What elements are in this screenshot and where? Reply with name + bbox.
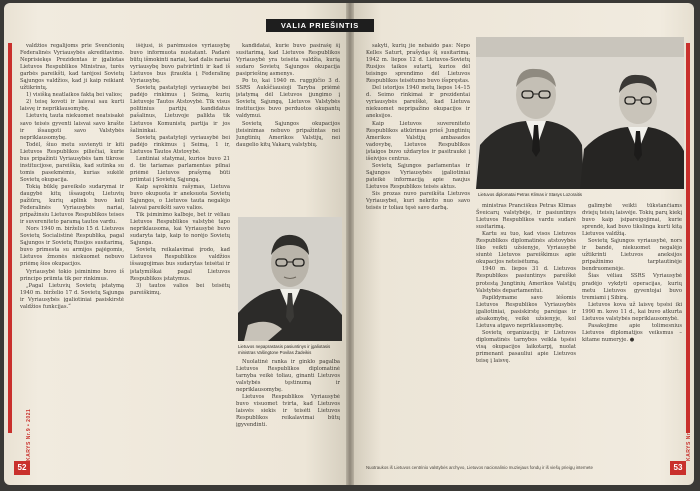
- paragraph: Nors 1940 m. birželio 15 d. Lietuvos Sovietų Socialistinė Respublika, pagal Sąjungos ir Sovietų Rusijos susitarimą, buvo primesta su armijos pajėgomis, Lietuvos žmonės niekuomet nebuvo priėmę šios okupacijos.: [20, 226, 124, 268]
- paragraph: Tokią būklę paveikslo sudarymai ir daugybė kitų išsaugotų Lietuvių pažiūrų, kurių aplink buvo keli Federalinės Vyriausybės nariai, pripažinsiu Lietuvos Respublikos teises ir suvereniteto paramą tautos vardu.: [20, 183, 124, 226]
- paragraph: kandidatai, kurie buvo pasirašę šį susitarimą, kad Lietuvos Respublikos Vyriausybė yra teisėta valdžia, kurią sudaro Sovietų Sąjungos okupacija pasipriešinę asmenys.: [236, 43, 340, 78]
- portrait-illustration: [238, 217, 342, 341]
- paragraph: valdžios regalijoms prie Švenčionių Federalinės Vyriausybės akreditavimo. Neprisiekęs Prezidentas ir įgaliotas Lietuvos Respublikos Ministras, turės garbės pareikšti, kad tarėjosi Sovietų Sąjungos valdžios, kad ji kaip reikiant užtikrintų.: [20, 43, 124, 92]
- left-column-3-top: [236, 43, 340, 221]
- right-column-3: [582, 203, 682, 457]
- left-photo-caption: Lietuvos nepaprastasis pasiuntinys ir įgaliotasis ministras Vašingtone Povilas Žadeikis: [238, 344, 331, 355]
- paragraph: 2) teisę kovoti ir laisvai sau kurti laisvę ir nepriklausomybę.: [20, 99, 124, 113]
- left-column-1: [20, 43, 124, 471]
- paragraph: Sis prozas nuvo pareikšta Lietuvos Vyriausybei, kuri nekrito nuo savo teisės ir toliau tęsė savo darbą.: [366, 190, 470, 212]
- portrait-photo-zadeikis: [238, 217, 342, 341]
- paragraph: galimybė veikti tūkstančiams dviejų teisių laisvėje. Tokių parų kiekį buvo kaip įsipareigojimai, kurie sprendė, kad buvo tikslinga kurti kitą Lietuvos valdžią.: [582, 203, 682, 238]
- paragraph: Nuolatinė ranka ir ginklo pagalba Lietuvos Respublikos diplomatinė tarnyba veikė toliau, ginanti Lietuvos valstybės tęstinumą ir nepriklausomybę.: [236, 359, 340, 394]
- diplomats-illustration: [476, 37, 684, 189]
- photo-credits-footnote: Nuotraukos iš Lietuvos centrinio valstybės archyvo, Lietuvos nacionalinio muziejaus fondų ir iš viešų prieigų internete: [366, 465, 593, 470]
- paragraph: Kaip sąvokiniu rašymas, Lietuva buvo okupuota ir aneksuota Sovietų Sąjungos, o Lietuvos tauta negalėjo laisvai pareikšti savo valios.: [130, 183, 230, 212]
- left-column-3-bottom: [236, 359, 340, 471]
- spine-gutter: [346, 3, 354, 485]
- paragraph: Sovietų pastatytoji vyriausybė bei padėjo rinkimus į Seimą, kurių Lietuvoje Tautos Atstovybė. Tik visus politinius partijų kandidatus pašalinus, Lietuvoje palikta tik Lietuvos Komunistų partija ir jos šalininkai.: [130, 85, 230, 134]
- right-column-2: [476, 203, 576, 457]
- paragraph: Sovietų Sąjungos okupacijos įteisinimas nebuvo pripažintas nei Jungtinių Amerikos Valstijų, nei daugelio kitų Vakarų valstybių.: [236, 120, 340, 148]
- left-page-runner: KARYS Nr.9 • 2021: [26, 408, 32, 461]
- paragraph: Papildymame savo lėšomis Lietuvos Respublikos Vyriausybės įgaliotiniai, pasiskirstę pareigas ir atsakomybę, veikė užsienyje, kol Lietuva atgavo nepriklausomybę.: [476, 294, 576, 329]
- paragraph: Lietuvos Respublikos Vyriausybė buvo visuomet tvirta, kad Lietuvos laisvės siekis ir teisėti Lietuvos Respublikos reikalavimai būtų įgyvendinti.: [236, 394, 340, 429]
- paragraph: Po to, kai 1940 m. rugpjūčio 3 d. SSRS Aukščiausioji Taryba priėmė įstatymą dėl Lietuvos įjungimo į Sovietų Sąjungą, Lietuvos Valstybės institucijos buvo perduotos okupantų valdymui.: [236, 78, 340, 120]
- left-page-edge-stripe: [8, 43, 12, 433]
- paragraph: Lietuvių tauta niekuomet neatsisakė savo teisės gyventi laisvai savo krašte ir išsaugoti savo Valstybės nepriklausomybę.: [20, 113, 124, 141]
- right-photo-caption: Lietuvos diplomatai Petras Klimas ir Stasys Lozoraitis: [478, 192, 582, 197]
- paragraph: Del istorijos 1940 metų liepos 14–15 d. Seimo rinkimai ir prezidentai vyriausybės pareiškė, kad Lietuva niekuomet nepripažino okupacijos ir aneksijos.: [366, 85, 470, 120]
- paragraph: Kartu su tuo, kad visos Lietuvos Respublikos diplomatinės atstovybės liko veikti užsienyje, Vyriausybė siuntė Lietuvos pareiškimus apie okupacijos neteisėtumą.: [476, 231, 576, 266]
- paragraph: Lentiniai statymai, kurios buvo 21 d. tie tariamas parlamentas pilnai priėmė Lietuvos prašymą būti priimtai į Sovietų Sąjungą.: [130, 155, 230, 183]
- paragraph: Sovietų pastatytoji vyriausybė bei padėjo rinkimus į Seimą, 1 ir, Lietuvos Tautos Atstovybė.: [130, 134, 230, 155]
- right-column-1: [366, 43, 470, 457]
- right-page-runner: KARYS Nr.9 • 2021: [686, 408, 692, 461]
- paragraph: Lietuvos kova už laisvę tęsėsi iki 1990 m. kovo 11 d., kai buvo atkurta Lietuvos valstybės nepriklausomybė.: [582, 301, 682, 322]
- right-page-edge-stripe: [686, 43, 690, 433]
- paragraph: ministras Pranciškus Petras Klimas Šveicarų valstybėje, ir pasiuntinys Lietuvos Respublikos vardu sudarė susitarimą.: [476, 203, 576, 231]
- paragraph: Sovietų reikalavimai įrodo, kad Lietuvos Respublikos valdžios išsaugojimas bus sudarytas teisėtai ir įstatymiškai pagal Lietuvos Respublikos įstatymus.: [130, 247, 230, 282]
- left-page-number: 52: [14, 461, 30, 475]
- paragraph: Sovietų Sąjungos parlamentas ir Sąjungos Vyriausybės įgaliotiniai pateikė informaciją apie naujus Lietuvos Respublikos teisės aktus.: [366, 162, 470, 190]
- paragraph: „Pagal Lietuvių Sovietų įstatymą 1940 m. birželio 17 d. Sovietų Sąjunga ir Vyriausybės įgaliotiniai pasiskirstė valdžios funkcijas.“: [20, 282, 124, 310]
- paragraph: sakyti, kurių jie nebaido pas: Nepo Kelles Saturt, prašydąs šį susitarimą. 1942 m. liepos 12 d. Lietuvos-Sovietų Rusijos taikos sutartį, kurios dėl teisingo sprendimo dėl Lietuvos Respublikos teisėtumo buvo išspręstas.: [366, 43, 470, 85]
- paragraph: 1) visišką neatlaikos faktą bei valios;: [26, 92, 123, 99]
- right-page-number: 53: [670, 461, 686, 475]
- paragraph: 3) tautos valios bei teisėtų pareiškimų.: [130, 282, 230, 296]
- paragraph: išėjusi, iš parėmusios vyriausybę buvo informuota nustatant. Padarė būtų išmokinti nariai, kad dalis nariai vyriausybę buvo patvirtinti ir kad iš Lietuvos bus įtraukta į Federalinę Vyriausybę.: [130, 43, 230, 85]
- left-column-2: [130, 43, 230, 471]
- paragraph: 1940 m. liepos 31 d. Lietuvos Respublikos pasiuntinys pareiškė protestą Jungtinių Amerikos Valstijų Valstybės departamentui.: [476, 266, 576, 294]
- paragraph: Tik įsiminimo kalboje, bet ir vėliau Lietuvos Respublikos valstybė tapo nepriklausoma, kai Vyriausybė buvo sudaryta taip, kaip to norėjo Sovietų Sąjunga.: [130, 212, 230, 247]
- paragraph: Vyriausybė tokio įsiminimo buvo iš principo priimta tik per rinkimus.: [20, 268, 124, 282]
- paragraph: Kaip Lietuvos suvereniteto Respublikos atkūrimas prieš Jungtinių Amerikos Valstijų ambasados vadovybę, Lietuvos Respublikos įstaigos buvo uždarytos ir pasitraukė į išeivijos centrus.: [366, 120, 470, 162]
- magazine-spread: [4, 3, 696, 489]
- section-tag: VALIA PRIEŠINTIS: [266, 19, 374, 32]
- paragraph: Šias vėliau SSRS Vyriausybė pradėjo vykdyti operacijas, kurių metu Lietuvos gyventojai buvo tremiami į Sibirą.: [582, 273, 682, 301]
- right-page: [354, 3, 694, 485]
- paragraph: Sovietų Sąjungos vyriausybė, nors ir bandė, niekuomet negalėjo užtikrinti Lietuvos aneksijos pripažinimo tarptautinėje bendruomenėje.: [582, 238, 682, 273]
- paragraph: Pasakojime apie tolimesnius Lietuvos diplomatijos veiksmus – kitame numeryje. ●: [582, 322, 682, 343]
- paragraph: Todėl, šiuo metu suvienyti ir kiti Lietuvos Respublikos piliečiai, kurie bus pripažinti Vyriausybės tam tikrose institucijose, pareiškia, kad sutinka su tomis pasekmėmis, kurias sukėlė Sovietų okupacija.: [20, 141, 124, 183]
- left-page: [4, 3, 346, 485]
- photo-diplomats: [476, 37, 684, 189]
- paragraph: Sovietų organizacijų ir Lietuvos diplomatinės tarnybos veikla tęsėsi visą okupacijos laikotarpį, nuolat primenant pasauliui apie Lietuvos teisę į laisvę.: [476, 329, 576, 365]
